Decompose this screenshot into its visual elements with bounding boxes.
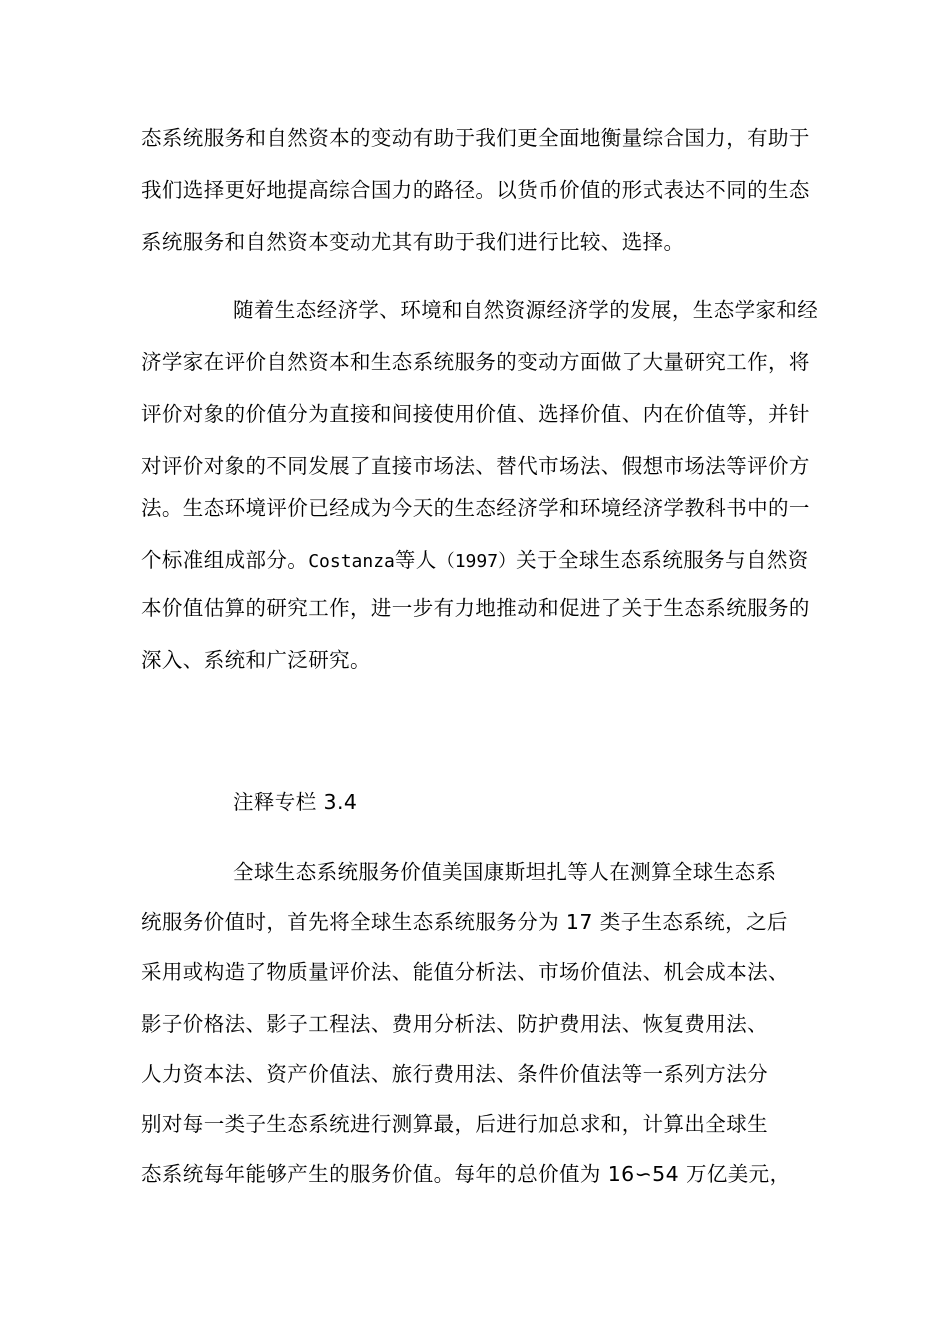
- paragraph3-line-2: 统服务价值时，首先将全球生态系统服务分为 17 类子生态系统，之后: [141, 910, 788, 934]
- paragraph3-line-6: 别对每一类子生态系统进行测算最，后进行加总求和，计算出全球生: [141, 1112, 768, 1136]
- citation-post: 关于全球生态系统服务与自然资: [516, 548, 809, 572]
- paragraph2-line-4: 对评价对象的不同发展了直接市场法、替代市场法、假想市场法等评价方: [141, 454, 810, 478]
- paragraph3-line-3: 采用或构造了物质量评价法、能值分析法、市场价值法、机会成本法、: [141, 960, 789, 984]
- paragraph2-line-5: 法。生态环境评价已经成为今天的生态经济学和环境经济学教科书中的一: [141, 496, 810, 520]
- paragraph1-line-2: 我们选择更好地提高综合国力的路径。以货币价值的形式表达不同的生态: [141, 178, 810, 202]
- paragraph2-line-6: [141, 546, 809, 576]
- paragraph1-line-1: 态系统服务和自然资本的变动有助于我们更全面地衡量综合国力，有助于: [141, 126, 810, 150]
- paragraph3-line-5: 人力资本法、资产价值法、旅行费用法、条件价值法等一系列方法分: [141, 1062, 768, 1086]
- paragraph2-line-8: 深入、系统和广泛研究。: [141, 648, 371, 672]
- note-title: 注释专栏 3.4: [233, 790, 358, 814]
- citation-pre: 个标准组成部分。: [141, 548, 309, 572]
- paragraph1-line-3: 系统服务和自然资本变动尤其有助于我们进行比较、选择。: [141, 230, 685, 254]
- citation-mid: 等人: [394, 548, 437, 572]
- paragraph2-line-1: 随着生态经济学、环境和自然资源经济学的发展，生态学家和经: [233, 298, 819, 322]
- paragraph2-line-2: 济学家在评价自然资本和生态系统服务的变动方面做了大量研究工作，将: [141, 350, 810, 374]
- citation-author: Costanza: [308, 551, 395, 572]
- paragraph3-line-1: 全球生态系统服务价值美国康斯坦扎等人在测算全球生态系: [233, 860, 777, 884]
- paragraph3-line-4: 影子价格法、影子工程法、费用分析法、防护费用法、恢复费用法、: [141, 1012, 768, 1036]
- paragraph3-line-7: 态系统每年能够产生的服务价值。每年的总价值为 16∽54 万亿美元，: [141, 1162, 791, 1186]
- citation-year: （1997）: [436, 551, 517, 572]
- paragraph2-line-3: 评价对象的价值分为直接和间接使用价值、选择价值、内在价值等，并针: [141, 402, 810, 426]
- paragraph2-line-7: 本价值估算的研究工作，进一步有力地推动和促进了关于生态系统服务的: [141, 596, 810, 620]
